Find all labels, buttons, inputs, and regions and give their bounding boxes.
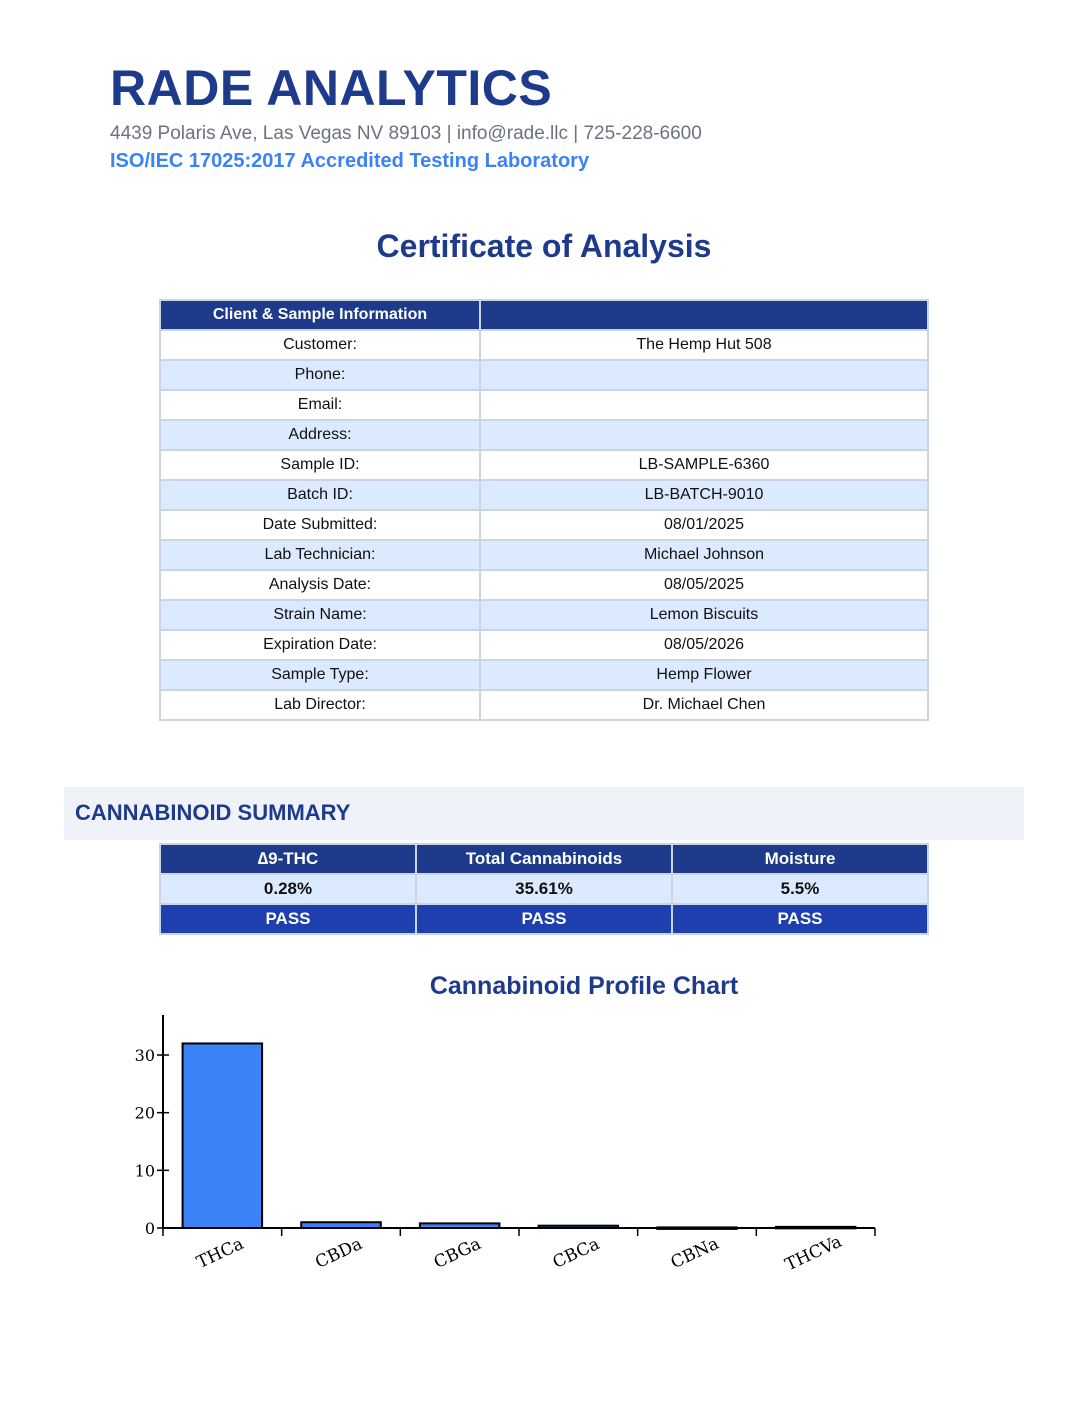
x-category-label: CBNa (667, 1233, 723, 1274)
info-label: Lab Director: (160, 690, 480, 720)
y-tick-label: 0 (144, 1219, 155, 1238)
info-label: Sample Type: (160, 660, 480, 690)
info-value (480, 390, 928, 420)
info-value (480, 360, 928, 390)
info-row (160, 390, 928, 420)
status-badge: PASS (672, 904, 928, 934)
lab-accreditation: ISO/IEC 17025:2017 Accredited Testing Laboratory (110, 150, 590, 172)
section-title: CANNABINOID SUMMARY (75, 800, 351, 825)
lab-contact: 4439 Polaris Ave, Las Vegas NV 89103 | info@rade.llc | 725-228-6600 (110, 123, 702, 144)
x-category-label: CBGa (430, 1233, 485, 1273)
info-row (160, 480, 928, 510)
info-row (160, 510, 928, 540)
info-label: Date Submitted: (160, 510, 480, 540)
info-value: 08/05/2025 (480, 570, 928, 600)
info-label: Analysis Date: (160, 570, 480, 600)
lab-brand: RADE ANALYTICS (110, 60, 553, 116)
info-label: Strain Name: (160, 600, 480, 630)
bar (301, 1222, 381, 1228)
status-badge: PASS (160, 904, 416, 934)
info-label: Lab Technician: (160, 540, 480, 570)
info-value: Hemp Flower (480, 660, 928, 690)
info-label: Batch ID: (160, 480, 480, 510)
summary-header-moisture: Moisture (672, 844, 928, 874)
info-label: Address: (160, 420, 480, 450)
info-row (160, 450, 928, 480)
x-category-label: CBCa (549, 1234, 603, 1273)
summary-value-moisture: 5.5% (672, 874, 928, 904)
bar (539, 1226, 619, 1228)
info-value: Lemon Biscuits (480, 600, 928, 630)
info-row (160, 600, 928, 630)
info-value: The Hemp Hut 508 (480, 330, 928, 360)
y-tick-label: 10 (134, 1161, 155, 1181)
lab-header (110, 58, 702, 173)
bar (183, 1043, 263, 1228)
summary-header-delta9-thc: ∆9-THC (160, 844, 416, 874)
bar (776, 1227, 856, 1229)
client-sample-info-table (159, 299, 929, 721)
info-row (160, 540, 928, 570)
info-row (160, 570, 928, 600)
status-badge: PASS (416, 904, 672, 934)
document-title: Certificate of Analysis (376, 228, 712, 264)
x-category-label: THCVa (782, 1231, 845, 1276)
cannabinoid-summary-table (159, 843, 929, 935)
info-row (160, 630, 928, 660)
bar (420, 1223, 500, 1228)
info-header-right (480, 300, 928, 330)
summary-header-total-cannabinoids: Total Cannabinoids (416, 844, 672, 874)
info-label: Expiration Date: (160, 630, 480, 660)
info-value: 08/01/2025 (480, 510, 928, 540)
y-tick-label: 30 (134, 1046, 155, 1065)
info-label: Sample ID: (160, 450, 480, 480)
info-value: 08/05/2026 (480, 630, 928, 660)
info-label: Phone: (160, 360, 480, 390)
info-row (160, 690, 928, 720)
info-value (480, 420, 928, 450)
chart-title: Cannabinoid Profile Chart (429, 972, 739, 1000)
y-tick-label: 20 (134, 1103, 155, 1123)
cannabinoid-summary-section (64, 787, 1024, 840)
info-value: Dr. Michael Chen (480, 690, 928, 720)
summary-value-delta9-thc: 0.28% (160, 874, 416, 904)
info-label: Email: (160, 390, 480, 420)
info-value: LB-BATCH-9010 (480, 480, 928, 510)
info-header-left: Client & Sample Information (160, 300, 480, 330)
summary-value-total-cannabinoids: 35.61% (416, 874, 672, 904)
info-value: Michael Johnson (480, 540, 928, 570)
x-category-label: THCa (193, 1233, 247, 1273)
info-row (160, 360, 928, 390)
x-category-label: CBDa (312, 1233, 366, 1273)
info-label: Customer: (160, 330, 480, 360)
info-row (160, 660, 928, 690)
info-row (160, 330, 928, 360)
info-row (160, 420, 928, 450)
info-value: LB-SAMPLE-6360 (480, 450, 928, 480)
bar (657, 1227, 737, 1229)
